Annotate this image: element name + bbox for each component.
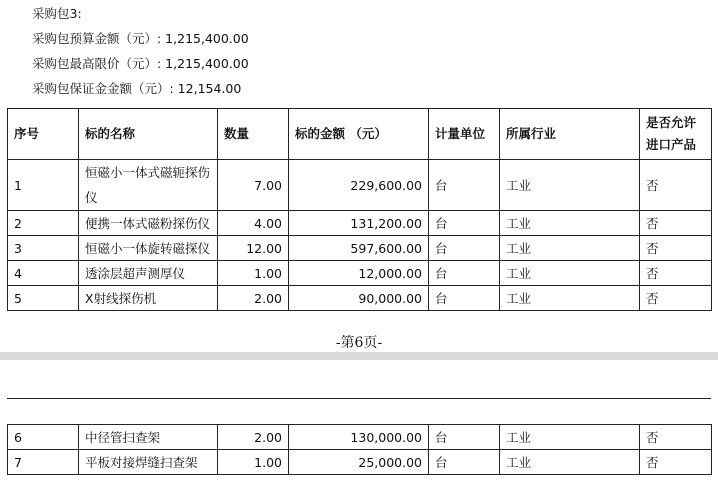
cell-import: 否: [640, 236, 712, 261]
items-table-continued: [7, 424, 712, 475]
cell-index: 1: [8, 160, 79, 211]
header-index: 序号: [8, 109, 79, 160]
cell-unit: 台: [429, 450, 500, 475]
cell-name: 透涂层超声测厚仪: [79, 261, 218, 286]
cell-import: 否: [640, 211, 712, 236]
cell-unit: 台: [429, 236, 500, 261]
cell-index: 3: [8, 236, 79, 261]
cell-name: 中径管扫查架: [79, 425, 218, 450]
table-row: [8, 425, 712, 450]
package-max-price: 采购包最高限价（元）: 1,215,400.00: [32, 56, 249, 71]
cell-industry: 工业: [500, 450, 640, 475]
table-header-row: [8, 109, 712, 160]
package-budget: 采购包预算金额（元）: 1,215,400.00: [32, 31, 249, 46]
cell-qty: 12.00: [218, 236, 289, 261]
cell-qty: 4.00: [218, 211, 289, 236]
cell-import: 否: [640, 450, 712, 475]
cell-qty: 7.00: [218, 160, 289, 211]
cell-unit: 台: [429, 286, 500, 311]
cell-unit: 台: [429, 211, 500, 236]
cell-unit: 台: [429, 425, 500, 450]
cell-industry: 工业: [500, 211, 640, 236]
cell-index: 7: [8, 450, 79, 475]
table-row: [8, 261, 712, 286]
cell-industry: 工业: [500, 261, 640, 286]
cell-import: 否: [640, 160, 712, 211]
cell-qty: 1.00: [218, 261, 289, 286]
header-unit: 计量单位: [429, 109, 500, 160]
table-row: [8, 450, 712, 475]
header-industry: 所属行业: [500, 109, 640, 160]
cell-amount: 131,200.00: [289, 211, 429, 236]
cell-amount: 12,000.00: [289, 261, 429, 286]
cell-amount: 130,000.00: [289, 425, 429, 450]
cell-industry: 工业: [500, 236, 640, 261]
cell-name: 平板对接焊缝扫查架: [79, 450, 218, 475]
package-deposit: 采购包保证金金额（元）: 12,154.00: [32, 81, 242, 96]
cell-qty: 1.00: [218, 450, 289, 475]
cell-name-line2: 仪: [85, 190, 98, 205]
items-table: [7, 108, 712, 311]
cell-unit: 台: [429, 261, 500, 286]
cell-industry: 工业: [500, 425, 640, 450]
cell-name: X射线探伤机: [79, 286, 218, 311]
cell-amount: 597,600.00: [289, 236, 429, 261]
cell-index: 5: [8, 286, 79, 311]
table-row: [8, 211, 712, 236]
cell-qty: 2.00: [218, 425, 289, 450]
header-import: [640, 109, 712, 160]
page-number: -第6页-: [335, 335, 383, 351]
cell-import: 否: [640, 286, 712, 311]
header-qty: 数量: [218, 109, 289, 160]
cell-amount: 229,600.00: [289, 160, 429, 211]
cell-unit: 台: [429, 160, 500, 211]
cell-qty: 2.00: [218, 286, 289, 311]
cell-amount: 25,000.00: [289, 450, 429, 475]
cell-index: 6: [8, 425, 79, 450]
table-row: [8, 160, 712, 211]
cell-name-line1: 恒磁小一体式磁轭探伤: [85, 165, 211, 180]
cell-index: 2: [8, 211, 79, 236]
cell-industry: 工业: [500, 286, 640, 311]
table-row: [8, 286, 712, 311]
cell-name: 便携一体式磁粉探伤仪: [79, 211, 218, 236]
header-import-line1: 是否允许: [646, 115, 697, 130]
page-header-rule: [7, 398, 711, 399]
cell-amount: 90,000.00: [289, 286, 429, 311]
package-title: 采购包3:: [32, 6, 82, 21]
header-name: 标的名称: [79, 109, 218, 160]
cell-name: [79, 160, 218, 211]
page-separator: [0, 352, 718, 360]
cell-import: 否: [640, 261, 712, 286]
header-amount: 标的金额 （元）: [289, 109, 429, 160]
header-import-line2: 进口产品: [646, 137, 697, 152]
cell-import: 否: [640, 425, 712, 450]
cell-index: 4: [8, 261, 79, 286]
cell-name: 恒磁小一体旋转磁探仪: [79, 236, 218, 261]
table-row: [8, 236, 712, 261]
cell-industry: 工业: [500, 160, 640, 211]
